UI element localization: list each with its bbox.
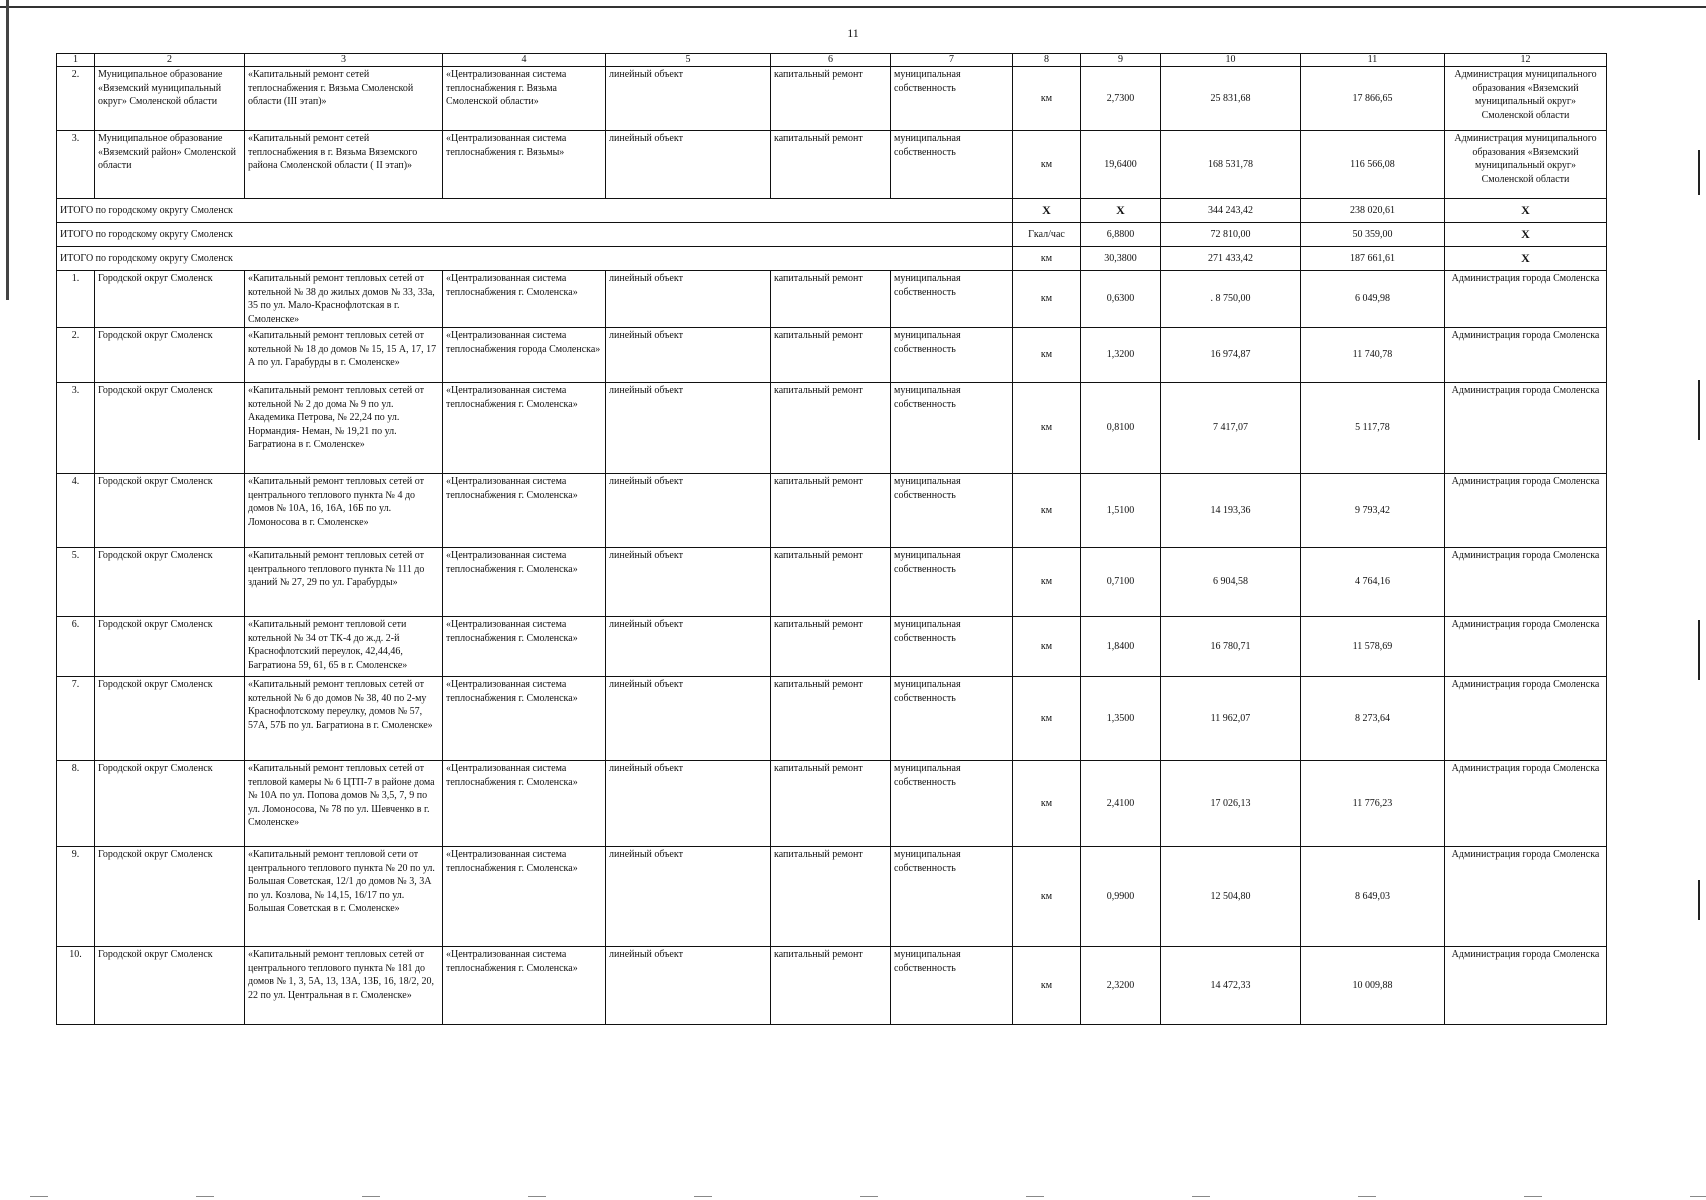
row-number: 2. [57, 328, 95, 383]
total-unit: Х [1013, 199, 1081, 223]
row-number: 9. [57, 847, 95, 947]
total-cost: 271 433,42 [1161, 247, 1301, 271]
property-cell: муниципальная собственность [891, 383, 1013, 474]
table-row [57, 383, 1607, 474]
organization-cell: Администрация муниципального образования «Вяземский муниципальный округ» Смоленской области [1445, 131, 1607, 199]
property-cell: муниципальная собственность [891, 548, 1013, 617]
length-cell: 0,7100 [1081, 548, 1161, 617]
scan-dash [1192, 1196, 1210, 1197]
total-organization: Х [1445, 223, 1607, 247]
work-type-cell: капитальный ремонт [771, 131, 891, 199]
table-row [57, 847, 1607, 947]
cost-cell: 14 193,36 [1161, 474, 1301, 548]
table-row [57, 761, 1607, 847]
owner-cell: Городской округ Смоленск [95, 548, 245, 617]
unit-cell: км [1013, 677, 1081, 761]
scan-dash [1690, 1196, 1706, 1197]
column-number: 1 [57, 54, 95, 67]
cost-cell: 12 504,80 [1161, 847, 1301, 947]
length-cell: 0,6300 [1081, 271, 1161, 328]
object-name-cell: «Капитальный ремонт сетей теплоснабжения в г. Вязьма Вяземского района Смоленской области ( II этап)» [245, 131, 443, 199]
total-share: 187 661,61 [1301, 247, 1445, 271]
length-cell: 2,4100 [1081, 761, 1161, 847]
object-name-cell: «Капитальный ремонт тепловых сетей от котельной № 38 до жилых домов № 33, 33а, 35 по ул. Мало-Краснофлотская в г. Смоленске» [245, 271, 443, 328]
owner-cell: Городской округ Смоленск [95, 617, 245, 677]
length-cell: 2,7300 [1081, 67, 1161, 131]
length-cell: 0,8100 [1081, 383, 1161, 474]
unit-cell: км [1013, 847, 1081, 947]
total-row [57, 247, 1607, 271]
scan-dash [860, 1196, 878, 1197]
registry-table [56, 53, 1607, 1025]
unit-cell: км [1013, 761, 1081, 847]
property-cell: муниципальная собственность [891, 67, 1013, 131]
unit-cell: км [1013, 383, 1081, 474]
owner-cell: Городской округ Смоленск [95, 847, 245, 947]
table-row [57, 947, 1607, 1025]
page-number: 11 [847, 26, 859, 40]
row-number: 1. [57, 271, 95, 328]
object-type-cell: линейный объект [606, 847, 771, 947]
work-type-cell: капитальный ремонт [771, 67, 891, 131]
total-label: ИТОГО по городскому округу Смоленск [57, 247, 1013, 271]
total-row [57, 223, 1607, 247]
work-type-cell: капитальный ремонт [771, 947, 891, 1025]
table-row [57, 677, 1607, 761]
organization-cell: Администрация города Смоленска [1445, 677, 1607, 761]
work-type-cell: капитальный ремонт [771, 383, 891, 474]
work-type-cell: капитальный ремонт [771, 271, 891, 328]
share-cell: 6 049,98 [1301, 271, 1445, 328]
length-cell: 2,3200 [1081, 947, 1161, 1025]
share-cell: 11 578,69 [1301, 617, 1445, 677]
object-type-cell: линейный объект [606, 131, 771, 199]
table-row [57, 474, 1607, 548]
scan-margin-mark [1698, 380, 1700, 440]
scan-dash [694, 1196, 712, 1197]
unit-cell: км [1013, 947, 1081, 1025]
total-organization: Х [1445, 199, 1607, 223]
unit-cell: км [1013, 131, 1081, 199]
scan-margin-mark [1698, 150, 1700, 195]
total-length: 30,3800 [1081, 247, 1161, 271]
organization-cell: Администрация города Смоленска [1445, 271, 1607, 328]
object-type-cell: линейный объект [606, 328, 771, 383]
scan-edge-left [6, 0, 9, 300]
system-cell: «Централизованная система теплоснабжения г. Смоленска» [443, 761, 606, 847]
work-type-cell: капитальный ремонт [771, 847, 891, 947]
system-cell: «Централизованная система теплоснабжения города Смоленска» [443, 328, 606, 383]
work-type-cell: капитальный ремонт [771, 677, 891, 761]
cost-cell: 6 904,58 [1161, 548, 1301, 617]
organization-cell: Администрация города Смоленска [1445, 947, 1607, 1025]
system-cell: «Централизованная система теплоснабжения г. Смоленска» [443, 617, 606, 677]
table-row [57, 328, 1607, 383]
property-cell: муниципальная собственность [891, 761, 1013, 847]
column-number: 5 [606, 54, 771, 67]
scan-dash [196, 1196, 214, 1197]
row-number: 10. [57, 947, 95, 1025]
property-cell: муниципальная собственность [891, 131, 1013, 199]
owner-cell: Городской округ Смоленск [95, 383, 245, 474]
object-type-cell: линейный объект [606, 617, 771, 677]
object-name-cell: «Капитальный ремонт тепловых сетей от тепловой камеры № 6 ЦТП-7 в районе дома № 10А по ул. Попова домов № 3,5, 7, 9 по ул. Ломоносова, № 78 по ул. Шевченко в г. Смоленске» [245, 761, 443, 847]
organization-cell: Администрация города Смоленска [1445, 474, 1607, 548]
owner-cell: Муниципальное образование «Вяземский район» Смоленской области [95, 131, 245, 199]
table-row [57, 271, 1607, 328]
total-label: ИТОГО по городскому округу Смоленск [57, 199, 1013, 223]
property-cell: муниципальная собственность [891, 617, 1013, 677]
object-name-cell: «Капитальный ремонт тепловой сети котельной № 34 от ТК-4 до ж.д. 2-й Краснофлотский переулок, 42,44,46, Багратиона 59, 61, 65 в г. Смоленске» [245, 617, 443, 677]
organization-cell: Администрация города Смоленска [1445, 328, 1607, 383]
row-number: 5. [57, 548, 95, 617]
object-name-cell: «Капитальный ремонт тепловых сетей от центрального теплового пункта № 4 до домов № 10А, 16, 16А, 16Б по ул. Ломоносова в г. Смоленске» [245, 474, 443, 548]
scan-margin-mark [1698, 620, 1700, 680]
system-cell: «Централизованная система теплоснабжения г. Смоленска» [443, 847, 606, 947]
length-cell: 1,5100 [1081, 474, 1161, 548]
cost-cell: 7 417,07 [1161, 383, 1301, 474]
column-number: 6 [771, 54, 891, 67]
length-cell: 1,8400 [1081, 617, 1161, 677]
system-cell: «Централизованная система теплоснабжения г. Смоленска» [443, 677, 606, 761]
object-name-cell: «Капитальный ремонт тепловых сетей от котельной № 6 до домов № 38, 40 по 2-му Краснофлотскому переулку, домов № 57, 57А, 57Б по ул. Багратиона в г. Смоленске» [245, 677, 443, 761]
column-number: 9 [1081, 54, 1161, 67]
column-number: 3 [245, 54, 443, 67]
object-name-cell: «Капитальный ремонт тепловых сетей от центрального теплового пункта № 181 до домов № 1, 3, 5А, 13, 13А, 13Б, 16, 18/2, 20, 22 по ул. Центральная в г. Смоленске» [245, 947, 443, 1025]
object-type-cell: линейный объект [606, 474, 771, 548]
share-cell: 8 273,64 [1301, 677, 1445, 761]
cost-cell: 25 831,68 [1161, 67, 1301, 131]
system-cell: «Централизованная система теплоснабжения г. Вязьма Смоленской области» [443, 67, 606, 131]
share-cell: 17 866,65 [1301, 67, 1445, 131]
unit-cell: км [1013, 617, 1081, 677]
unit-cell: км [1013, 67, 1081, 131]
owner-cell: Муниципальное образование «Вяземский муниципальный округ» Смоленской области [95, 67, 245, 131]
length-cell: 0,9900 [1081, 847, 1161, 947]
system-cell: «Централизованная система теплоснабжения г. Смоленска» [443, 548, 606, 617]
cost-cell: 168 531,78 [1161, 131, 1301, 199]
total-row [57, 199, 1607, 223]
cost-cell: 17 026,13 [1161, 761, 1301, 847]
share-cell: 11 776,23 [1301, 761, 1445, 847]
scan-dash [1358, 1196, 1376, 1197]
total-unit: Гкал/час [1013, 223, 1081, 247]
object-name-cell: «Капитальный ремонт тепловых сетей от котельной № 18 до домов № 15, 15 А, 17, 17 А по ул. Гарабурды в г. Смоленске» [245, 328, 443, 383]
work-type-cell: капитальный ремонт [771, 617, 891, 677]
property-cell: муниципальная собственность [891, 847, 1013, 947]
total-unit: км [1013, 247, 1081, 271]
system-cell: «Централизованная система теплоснабжения г. Смоленска» [443, 271, 606, 328]
row-number: 8. [57, 761, 95, 847]
owner-cell: Городской округ Смоленск [95, 947, 245, 1025]
scan-dash [362, 1196, 380, 1197]
object-type-cell: линейный объект [606, 548, 771, 617]
owner-cell: Городской округ Смоленск [95, 761, 245, 847]
total-label: ИТОГО по городскому округу Смоленск [57, 223, 1013, 247]
length-cell: 1,3200 [1081, 328, 1161, 383]
object-name-cell: «Капитальный ремонт тепловых сетей от котельной № 2 до дома № 9 по ул. Академика Петрова, № 22,24 по ул. Нормандия- Неман, № 19,21 по ул. Багратиона в г. Смоленске» [245, 383, 443, 474]
share-cell: 116 566,08 [1301, 131, 1445, 199]
share-cell: 4 764,16 [1301, 548, 1445, 617]
table-row [57, 67, 1607, 131]
row-number: 3. [57, 131, 95, 199]
work-type-cell: капитальный ремонт [771, 548, 891, 617]
share-cell: 9 793,42 [1301, 474, 1445, 548]
total-length: Х [1081, 199, 1161, 223]
scan-dash [1524, 1196, 1542, 1197]
scan-dash [1026, 1196, 1044, 1197]
cost-cell: 11 962,07 [1161, 677, 1301, 761]
object-type-cell: линейный объект [606, 383, 771, 474]
share-cell: 10 009,88 [1301, 947, 1445, 1025]
length-cell: 19,6400 [1081, 131, 1161, 199]
column-number: 8 [1013, 54, 1081, 67]
object-name-cell: «Капитальный ремонт сетей теплоснабжения г. Вязьма Смоленской области (III этап)» [245, 67, 443, 131]
scan-edge-top [0, 6, 1706, 8]
object-name-cell: «Капитальный ремонт тепловой сети от центрального теплового пункта № 20 по ул. Большая Советская, 12/1 до домов № 3, 3А по ул. Козлова, № 14,15, 16/17 по ул. Большая Советская в г. Смоленске» [245, 847, 443, 947]
organization-cell: Администрация города Смоленска [1445, 617, 1607, 677]
property-cell: муниципальная собственность [891, 947, 1013, 1025]
row-number: 7. [57, 677, 95, 761]
row-number: 4. [57, 474, 95, 548]
cost-cell: 16 780,71 [1161, 617, 1301, 677]
table-row [57, 131, 1607, 199]
object-type-cell: линейный объект [606, 271, 771, 328]
property-cell: муниципальная собственность [891, 474, 1013, 548]
scan-dash [30, 1196, 48, 1197]
owner-cell: Городской округ Смоленск [95, 474, 245, 548]
work-type-cell: капитальный ремонт [771, 761, 891, 847]
owner-cell: Городской округ Смоленск [95, 271, 245, 328]
work-type-cell: капитальный ремонт [771, 474, 891, 548]
share-cell: 8 649,03 [1301, 847, 1445, 947]
object-type-cell: линейный объект [606, 67, 771, 131]
row-number: 3. [57, 383, 95, 474]
property-cell: муниципальная собственность [891, 328, 1013, 383]
table-row [57, 617, 1607, 677]
column-number: 10 [1161, 54, 1301, 67]
total-cost: 72 810,00 [1161, 223, 1301, 247]
column-number: 4 [443, 54, 606, 67]
unit-cell: км [1013, 548, 1081, 617]
work-type-cell: капитальный ремонт [771, 328, 891, 383]
object-type-cell: линейный объект [606, 947, 771, 1025]
organization-cell: Администрация города Смоленска [1445, 548, 1607, 617]
system-cell: «Централизованная система теплоснабжения г. Смоленска» [443, 474, 606, 548]
total-length: 6,8800 [1081, 223, 1161, 247]
column-number: 11 [1301, 54, 1445, 67]
unit-cell: км [1013, 271, 1081, 328]
object-type-cell: линейный объект [606, 761, 771, 847]
object-name-cell: «Капитальный ремонт тепловых сетей от центрального теплового пункта № 111 до зданий № 27, 29 по ул. Гарабурды» [245, 548, 443, 617]
owner-cell: Городской округ Смоленск [95, 677, 245, 761]
total-share: 238 020,61 [1301, 199, 1445, 223]
organization-cell: Администрация города Смоленска [1445, 847, 1607, 947]
cost-cell: . 8 750,00 [1161, 271, 1301, 328]
total-share: 50 359,00 [1301, 223, 1445, 247]
scan-margin-mark [1698, 880, 1700, 920]
total-organization: Х [1445, 247, 1607, 271]
scan-dash [528, 1196, 546, 1197]
row-number: 6. [57, 617, 95, 677]
table-row [57, 548, 1607, 617]
row-number: 2. [57, 67, 95, 131]
column-number: 7 [891, 54, 1013, 67]
column-number: 12 [1445, 54, 1607, 67]
organization-cell: Администрация муниципального образования «Вяземский муниципальный округ» Смоленской области [1445, 67, 1607, 131]
system-cell: «Централизованная система теплоснабжения г. Смоленска» [443, 947, 606, 1025]
unit-cell: км [1013, 328, 1081, 383]
owner-cell: Городской округ Смоленск [95, 328, 245, 383]
total-cost: 344 243,42 [1161, 199, 1301, 223]
share-cell: 11 740,78 [1301, 328, 1445, 383]
share-cell: 5 117,78 [1301, 383, 1445, 474]
column-number-header [57, 54, 1607, 67]
property-cell: муниципальная собственность [891, 677, 1013, 761]
cost-cell: 16 974,87 [1161, 328, 1301, 383]
unit-cell: км [1013, 474, 1081, 548]
system-cell: «Централизованная система теплоснабжения г. Смоленска» [443, 383, 606, 474]
property-cell: муниципальная собственность [891, 271, 1013, 328]
system-cell: «Централизованная система теплоснабжения г. Вязьмы» [443, 131, 606, 199]
organization-cell: Администрация города Смоленска [1445, 761, 1607, 847]
length-cell: 1,3500 [1081, 677, 1161, 761]
cost-cell: 14 472,33 [1161, 947, 1301, 1025]
column-number: 2 [95, 54, 245, 67]
organization-cell: Администрация города Смоленска [1445, 383, 1607, 474]
object-type-cell: линейный объект [606, 677, 771, 761]
